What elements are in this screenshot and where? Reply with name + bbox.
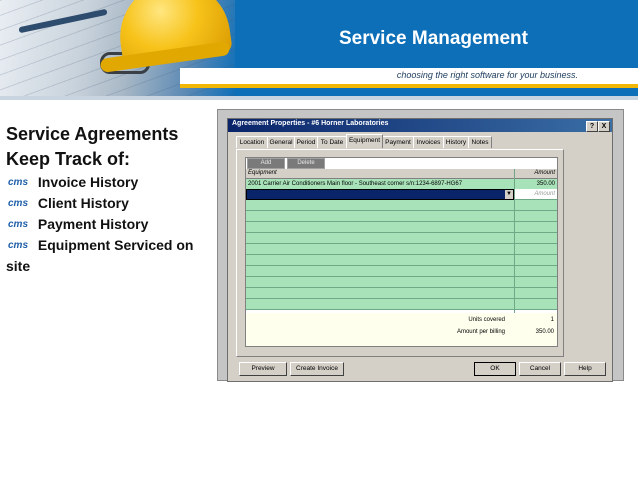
cms-bullet-icon: cms	[8, 219, 29, 230]
units-covered-label: Units covered	[468, 317, 505, 323]
tab-invoices[interactable]: Invoices	[413, 136, 444, 148]
equipment-column-header: Equipment	[248, 170, 277, 176]
amount-per-billing-label: Amount per billing	[456, 329, 505, 335]
header-banner	[0, 0, 638, 100]
amount-per-billing-value: 350.00	[535, 329, 554, 335]
tab-location[interactable]: Location	[236, 136, 268, 148]
tab-history[interactable]: History	[443, 136, 469, 148]
banner-tagline: choosing the right software for your business.	[396, 70, 578, 80]
close-icon[interactable]: X	[598, 121, 610, 132]
tab-to-date[interactable]: To Date	[317, 136, 347, 148]
delete-button[interactable]: Delete	[287, 158, 325, 169]
grid-summary	[246, 313, 557, 346]
table-row[interactable]	[246, 288, 557, 299]
banner-divider	[0, 96, 638, 100]
table-row[interactable]	[246, 222, 557, 233]
tab-notes[interactable]: Notes	[468, 136, 492, 148]
bullet-continuation: site	[6, 258, 31, 274]
table-row[interactable]	[246, 244, 557, 255]
table-row[interactable]	[246, 233, 557, 244]
ok-button[interactable]: OK	[474, 362, 516, 376]
bullet-client-history	[8, 195, 129, 211]
bullet-label: Equipment Serviced on	[37, 237, 194, 253]
amount-placeholder: Amount	[534, 191, 555, 197]
heading-service-agreements: Service Agreements	[6, 124, 179, 144]
tab-payment[interactable]: Payment	[382, 136, 414, 148]
amount-column-header: Amount	[534, 170, 555, 176]
amount-cell: 350.00	[536, 181, 555, 187]
tab-equipment[interactable]: Equipment	[346, 134, 383, 148]
bullet-invoice-history	[8, 174, 138, 190]
table-row[interactable]	[246, 277, 557, 288]
dialog-title: Agreement Properties - #6 Horner Laboratories	[232, 120, 389, 127]
tab-general[interactable]: General	[267, 136, 295, 148]
bullet-equipment-serviced	[8, 237, 193, 253]
chevron-down-icon[interactable]: ▼	[506, 191, 512, 197]
equipment-grid	[245, 157, 558, 347]
tagline-accent	[180, 84, 638, 88]
preview-button[interactable]: Preview	[239, 362, 287, 376]
heading-keep-track: Keep Track of:	[6, 149, 131, 169]
agreement-properties-dialog	[227, 118, 613, 382]
banner-title: Service Management	[338, 28, 528, 49]
table-row[interactable]	[246, 200, 557, 211]
grid-header	[246, 169, 557, 179]
bullet-label: Client History	[37, 195, 129, 211]
equipment-cell: 2001 Carrier Air Conditioners Main floor - Southeast corner s/n:1234-6897-HG67	[248, 181, 463, 187]
equipment-select[interactable]	[246, 189, 514, 200]
cancel-button[interactable]: Cancel	[519, 362, 561, 376]
bullet-label: Payment History	[37, 216, 149, 232]
help-icon[interactable]: ?	[586, 121, 598, 132]
cms-bullet-icon: cms	[8, 198, 29, 209]
table-row[interactable]	[246, 266, 557, 277]
table-row[interactable]	[246, 211, 557, 222]
help-button[interactable]: Help	[564, 362, 606, 376]
create-invoice-button[interactable]: Create Invoice	[290, 362, 344, 376]
bullet-label: Invoice History	[37, 174, 139, 190]
cms-bullet-icon: cms	[8, 240, 29, 251]
dialog-titlebar	[228, 119, 612, 132]
table-row[interactable]	[246, 299, 557, 310]
cms-bullet-icon: cms	[8, 177, 29, 188]
bullet-payment-history	[8, 216, 148, 232]
units-covered-value: 1	[550, 317, 554, 323]
tab-period[interactable]: Period	[294, 136, 318, 148]
table-row[interactable]	[246, 255, 557, 266]
amount-input[interactable]	[515, 189, 557, 199]
add-button[interactable]: Add	[247, 158, 285, 169]
